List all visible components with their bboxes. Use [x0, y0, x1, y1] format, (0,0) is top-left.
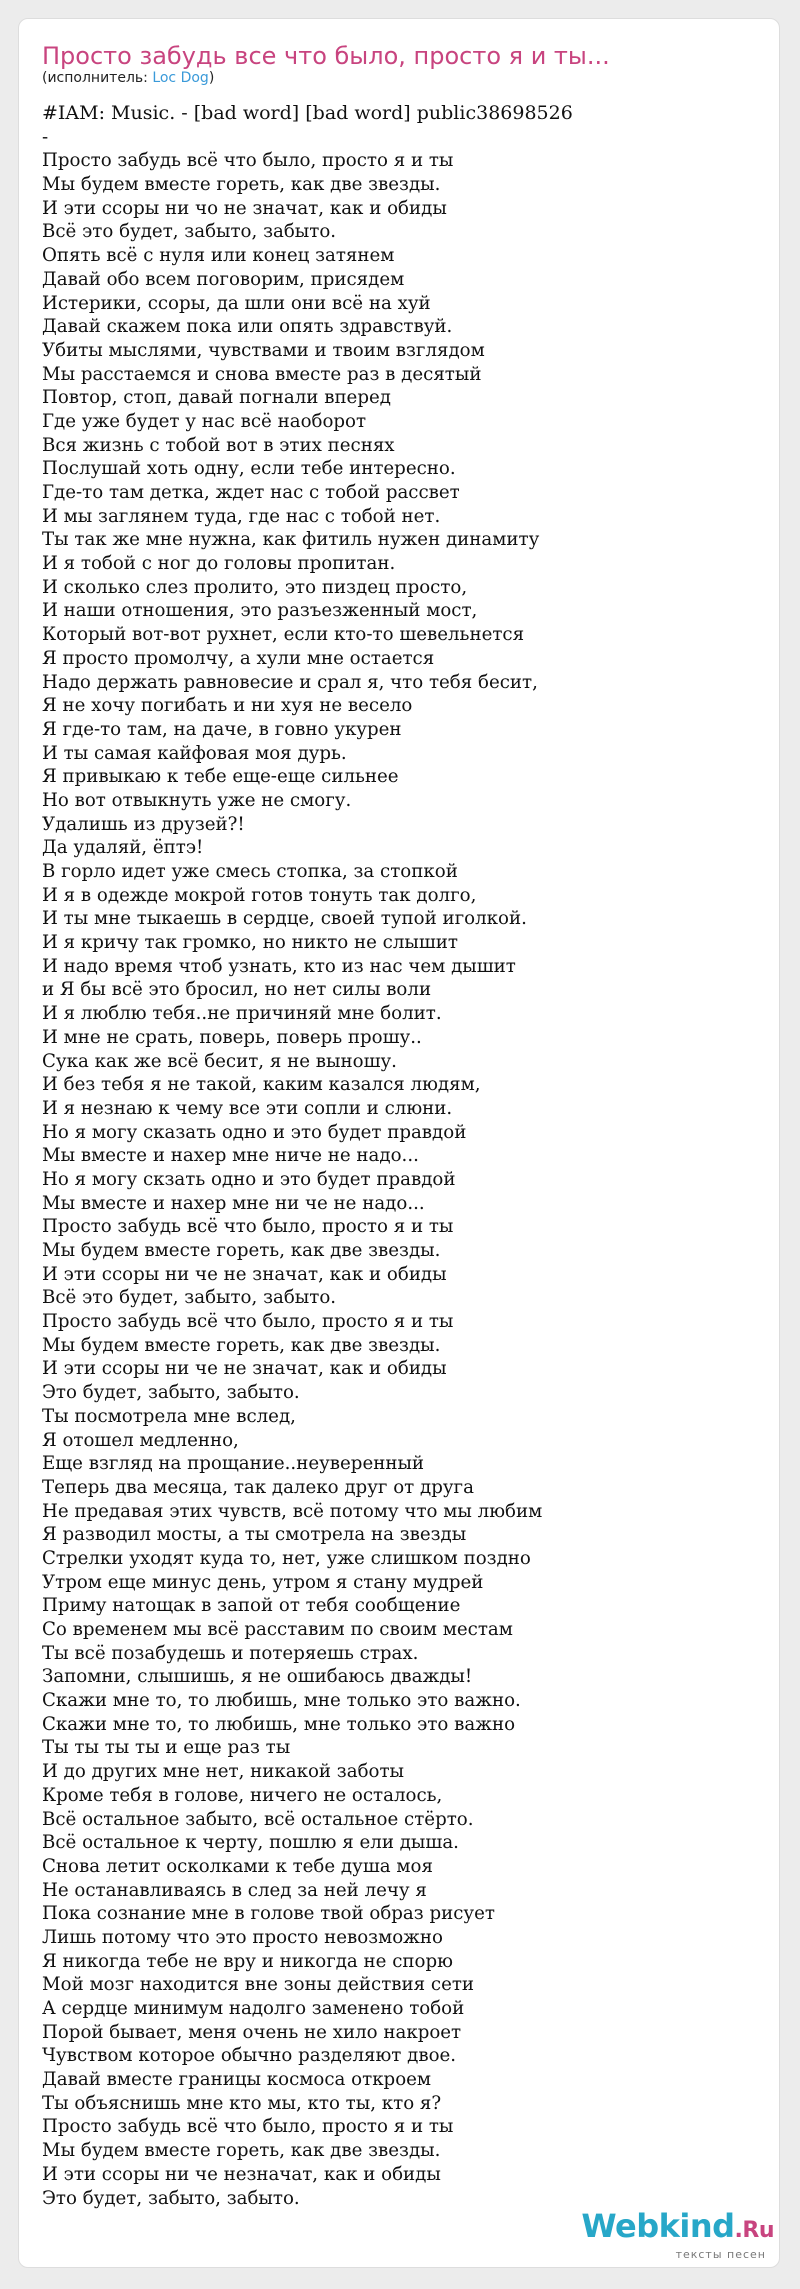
- lyric-line: Это будет, забыто, забыто.: [42, 2187, 300, 2209]
- lyric-line: И я кричу так громко, но никто не слышит: [42, 932, 458, 954]
- lyric-line: Всё остальное забыто, всё остальное стёрто.: [42, 1808, 474, 1830]
- lyric-line: И ты самая кайфовая моя дурь.: [42, 742, 347, 764]
- lyric-line: Со временем мы всё расставим по своим местам: [42, 1619, 513, 1640]
- lyric-line: Просто забудь всё что было, просто я и ты: [42, 2116, 454, 2138]
- lyric-line: и Я бы всё это бросил, но нет силы воли: [42, 979, 432, 1001]
- site-logo[interactable]: [581, 2207, 774, 2261]
- lyric-line: Мы будем вместе гореть, как две звезды.: [42, 1334, 441, 1356]
- lyric-line: Но я могу сказать одно и это будет правдой: [42, 1121, 467, 1143]
- artist-line: [42, 70, 214, 86]
- lyric-line: Просто забудь всё что было, просто я и ты: [42, 150, 454, 172]
- lyric-line: Просто забудь всё что было, просто я и ты: [42, 1216, 454, 1238]
- lyric-line: И без тебя я не такой, каким казался людям,: [42, 1074, 481, 1096]
- lyric-line: Мы будем вместе гореть, как две звезды.: [42, 1240, 441, 1261]
- lyric-line: Я никогда тебе не вру и никогда не спорю: [42, 1950, 453, 1972]
- lyric-line: И мне не срать, поверь, поверь прошу..: [42, 1026, 422, 1048]
- lyric-line: Но вот отвыкнуть уже не смогу.: [42, 789, 352, 811]
- lyric-line: И эти ссоры ни че не значат, как и обиды: [42, 1263, 447, 1285]
- lyric-line: Надо держать равновесие и срал я, что тебя бесит,: [42, 671, 538, 693]
- logo-wordmark: [581, 2207, 774, 2247]
- lyric-line: И ты мне тыкаешь в сердце, своей тупой иголкой.: [42, 908, 527, 930]
- lyric-line: Порой бывает, меня очень не хило накроет: [42, 2021, 462, 2043]
- artist-suffix: ): [208, 70, 215, 86]
- lyric-line: Я разводил мосты, а ты смотрела на звезды: [42, 1524, 467, 1546]
- lyric-line: Мы вместе и нахер мне ниче не надо...: [42, 1145, 419, 1167]
- logo-name: Webkind: [581, 2207, 735, 2245]
- artist-link[interactable]: Loc Dog: [152, 70, 209, 86]
- logo-tld: .Ru: [734, 2218, 774, 2243]
- lyric-line: Ты так же мне нужна, как фитиль нужен динамиту: [42, 529, 540, 551]
- lyric-line: Снова летит осколками к тебе душа моя: [42, 1855, 433, 1877]
- lyric-line: Послушай хоть одну, если тебе интересно.: [42, 458, 456, 480]
- lyric-line: Лишь потому что это просто невозможно: [42, 1926, 443, 1948]
- lyric-line: Удалишь из друзей?!: [42, 813, 245, 835]
- lyric-line: И эти ссоры ни че незначат, как и обиды: [42, 2163, 441, 2185]
- lyric-line: Убиты мыслями, чувствами и твоим взглядом: [42, 339, 485, 361]
- lyric-line: Где уже будет у нас всё наоборот: [42, 410, 367, 432]
- lyric-line: Всё это будет, забыто, забыто.: [42, 1287, 337, 1309]
- lyric-line: Ты объяснишь мне кто мы, кто ты, кто я?: [42, 2092, 442, 2114]
- lyric-line: Всё остальное к черту, пошлю я ели дыша.: [42, 1832, 459, 1854]
- lyric-line: Запомни, слышишь, я не ошибаюсь дважды!: [42, 1666, 473, 1688]
- lyric-line: Ты посмотрела мне вслед,: [42, 1405, 296, 1427]
- lyric-line: В горло идет уже смесь стопка, за стопкой: [42, 861, 458, 882]
- lyric-line: Мы расстаемся и снова вместе раз в десятый: [42, 363, 482, 385]
- lyric-line: Мой мозг находится вне зоны действия сети: [42, 1974, 475, 1996]
- lyric-line: Давай скажем пока или опять здравствуй.: [42, 316, 453, 338]
- lyric-line: А сердце минимум надолго заменено тобой: [42, 1998, 465, 2019]
- lyric-line: Кроме тебя в голове, ничего не осталось,: [42, 1784, 443, 1806]
- lyric-line: И я тобой с ног до головы пропитан.: [42, 553, 396, 575]
- lyric-line: Сука как же всё бесит, я не выношу.: [42, 1050, 397, 1072]
- lyric-line: Вся жизнь с тобой вот в этих песнях: [42, 434, 395, 456]
- lyric-line: Я не хочу погибать и ни хуя не весело: [42, 695, 413, 717]
- lyric-line: И до других мне нет, никакой заботы: [42, 1761, 405, 1783]
- lyric-line: Повтор, стоп, давай погнали вперед: [42, 387, 391, 409]
- lyric-line: Чувством которое обычно разделяют двое.: [42, 2045, 457, 2067]
- lyric-line: Давай обо всем поговорим, присядем: [42, 268, 405, 290]
- lyric-line: И эти ссоры ни че не значат, как и обиды: [42, 1358, 447, 1380]
- lyric-line: Истерики, ссоры, да шли они всё на хуй: [42, 292, 431, 314]
- lyric-line: #IAM: Music. - [bad word] [bad word] public38698526: [42, 102, 573, 124]
- lyric-line: И я в одежде мокрой готов тонуть так долго,: [42, 884, 477, 906]
- lyric-line: Скажи мне то, то любишь, мне только это важно.: [42, 1690, 521, 1712]
- lyric-line: И я люблю тебя..не причиняй мне болит.: [42, 1003, 442, 1025]
- lyric-line: Утром еще минус день, утром я стану мудрей: [42, 1571, 484, 1593]
- lyric-line: Приму натощак в запой от тебя сообщение: [42, 1595, 461, 1617]
- lyric-line: Еще взгляд на прощание..неуверенный: [42, 1453, 425, 1475]
- lyric-line: Это будет, забыто, забыто.: [42, 1382, 300, 1404]
- lyric-line: Где-то там детка, ждет нас с тобой рассвет: [42, 482, 460, 503]
- lyric-line: Просто забудь всё что было, просто я и ты: [42, 1311, 454, 1333]
- lyric-line: Опять всё с нуля или конец затянем: [42, 245, 395, 267]
- lyric-line: Мы будем вместе гореть, как две звезды.: [42, 2140, 441, 2162]
- lyric-line: Не останавливаясь в след за ней лечу я: [42, 1879, 427, 1901]
- lyric-line: Который вот-вот рухнет, если кто-то шевельнется: [42, 624, 525, 646]
- lyric-line: И сколько слез пролито, это пиздец просто,: [42, 576, 468, 598]
- lyric-line: И надо время чтоб узнать, кто из нас чем дышит: [42, 955, 516, 977]
- artist-prefix: (исполнитель:: [42, 70, 153, 86]
- lyric-line: Теперь два месяца, так далеко друг от друга: [42, 1476, 474, 1498]
- lyric-line: И эти ссоры ни чо не значат, как и обиды: [42, 197, 447, 219]
- lyric-line: Скажи мне то, то любишь, мне только это важно: [42, 1713, 516, 1735]
- lyric-line: Но я могу скзать одно и это будет правдой: [42, 1168, 456, 1190]
- lyric-line: Всё это будет, забыто, забыто.: [42, 221, 337, 243]
- lyrics-text: [42, 102, 742, 2210]
- lyric-line: -: [42, 126, 49, 148]
- lyric-line: Мы будем вместе гореть, как две звезды.: [42, 174, 441, 196]
- song-title: Просто забудь все что было, просто я и ты...: [42, 42, 610, 70]
- lyric-line: И наши отношения, это разъезженный мост,: [42, 600, 478, 622]
- lyric-line: Мы вместе и нахер мне ни че не надо...: [42, 1192, 425, 1214]
- lyric-line: Я где-то там, на даче, в говно укурен: [42, 718, 402, 740]
- lyric-line: Давай вместе границы космоса откроем: [42, 2069, 432, 2091]
- logo-tagline: тексты песен: [675, 2248, 766, 2261]
- lyric-line: Ты ты ты ты и еще раз ты: [42, 1737, 291, 1759]
- lyric-line: Ты всё позабудешь и потеряешь страх.: [42, 1642, 419, 1664]
- lyric-line: Стрелки уходят куда то, нет, уже слишком поздно: [42, 1547, 531, 1569]
- lyric-line: Не предавая этих чувств, всё потому что мы любим: [42, 1500, 543, 1522]
- lyric-line: Я просто промолчу, а хули мне остается: [42, 647, 435, 669]
- lyric-line: Да удаляй, ёптэ!: [42, 837, 204, 859]
- lyric-line: Я привыкаю к тебе еще-еще сильнее: [42, 766, 399, 788]
- lyric-line: Я отошел медленно,: [42, 1429, 239, 1451]
- lyric-line: И мы заглянем туда, где нас с тобой нет.: [42, 505, 441, 527]
- lyric-line: Пока сознание мне в голове твой образ рисует: [42, 1903, 495, 1925]
- lyric-line: И я незнаю к чему все эти сопли и слюни.: [42, 1097, 453, 1119]
